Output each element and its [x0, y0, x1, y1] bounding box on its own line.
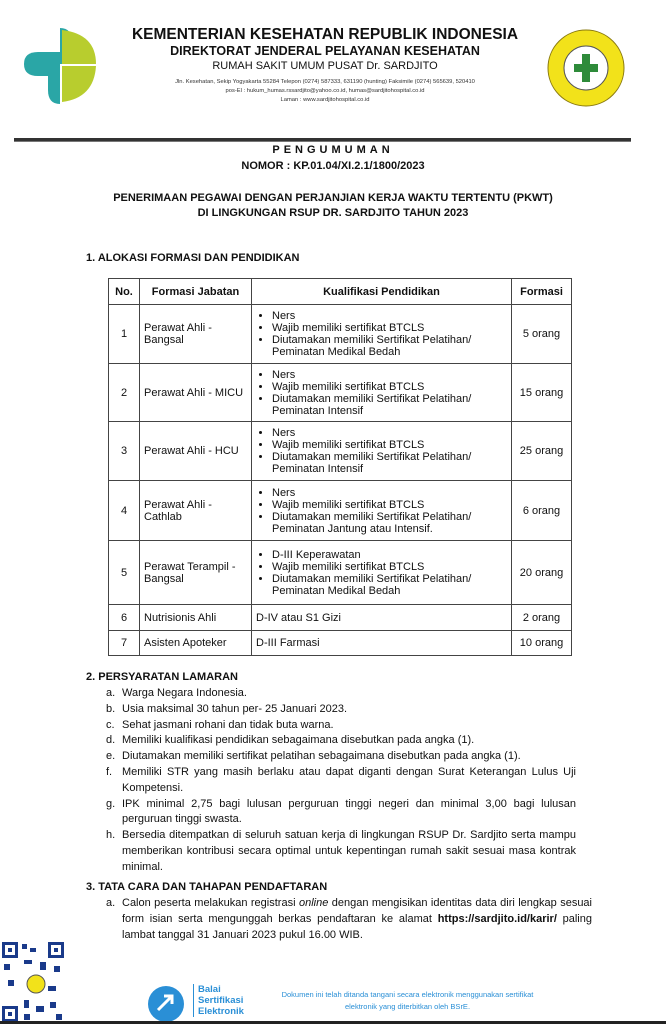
section-1-heading: 1. ALOKASI FORMASI DAN PENDIDIKAN	[86, 252, 300, 264]
esign-note-1: Dokumen ini telah ditanda tangani secara elektronik menggunakan sertifikat	[281, 990, 534, 999]
qualification-item: • Diutamakan memiliki Sertifikat Pelatihan/ Peminatan Intensif	[272, 393, 507, 417]
row-number: 2	[109, 364, 140, 422]
position-name: Perawat Ahli - MICU	[140, 364, 252, 422]
section-3-heading: 3. TATA CARA DAN TAHAPAN PENDAFTARAN	[86, 881, 328, 893]
subject-line-2: DI LINGKUNGAN RSUP DR. SARDJITO TAHUN 2023	[197, 207, 469, 219]
qualification-item: • Diutamakan memiliki Sertifikat Pelatihan/ Peminatan Medikal Bedah	[272, 573, 507, 597]
kemenkes-logo-icon	[20, 24, 100, 108]
qr-code-icon	[0, 940, 66, 1024]
subject-line-1: PENERIMAAN PEGAWAI DENGAN PERJANJIAN KERJA WAKTU TERTENTU (PKWT)	[113, 192, 553, 204]
qualification-item: • Wajib memiliki sertifikat BTCLS	[272, 322, 507, 334]
qualification-item: • Wajib memiliki sertifikat BTCLS	[272, 439, 507, 451]
qualification-text: D-IV atau S1 Gizi	[256, 611, 341, 624]
qualification-item: • Wajib memiliki sertifikat BTCLS	[272, 381, 507, 393]
qualification-cell	[252, 541, 512, 605]
requirement-item: g. IPK minimal 2,75 bagi lulusan perguruan tinggi negeri dan minimal 3,00 bagi lulusan perguruan tinggi swasta.	[106, 797, 576, 826]
qualification-item: • Ners	[272, 487, 507, 499]
formation-table	[108, 278, 572, 656]
requirement-item: b. Usia maksimal 30 tahun per- 25 Januari 2023.	[106, 702, 348, 715]
email: pos-El : hukum_humas.rssardjito@yahoo.co.id, humas@sardjitohospital.co.id	[225, 88, 425, 94]
career-link[interactable]: https://sardjito.id/karir/	[437, 912, 557, 925]
sardjito-seal-icon	[546, 28, 626, 108]
row-number: 7	[109, 631, 140, 656]
table-row	[109, 541, 572, 605]
requirements-list	[106, 686, 576, 876]
registration-item: a. Calon peserta melakukan registrasi online dengan mengisikan identitas data diri lengkap sesuai form isian serta mengunggah berkas pendaftaran ke alamat https://sardjito.id/karir/ paling lambat tanggal 31 Januari 2023 pukul 16.00 WIB.	[106, 897, 592, 941]
qualification-cell	[252, 364, 512, 422]
qualification-item: • D-III Keperawatan	[272, 549, 507, 561]
row-number: 3	[109, 422, 140, 481]
ministry-name: KEMENTERIAN KESEHATAN REPUBLIK INDONESIA	[131, 26, 519, 43]
table-row	[109, 364, 572, 422]
qualification-item: • Diutamakan memiliki Sertifikat Pelatihan/ Peminatan Jantung atau Intensif.	[272, 511, 507, 535]
website: Laman : www.sardjitohospital.co.id	[280, 97, 370, 103]
row-number: 1	[109, 305, 140, 364]
qualification-cell	[252, 305, 512, 364]
requirement-item: c. Sehat jasmani rohani dan tidak buta warna.	[106, 718, 334, 731]
directorate-name: DIREKTORAT JENDERAL PELAYANAN KESEHATAN	[170, 44, 480, 58]
position-name: Perawat Ahli - HCU	[140, 422, 252, 481]
formation-count: 25 orang	[512, 422, 572, 481]
qualification-text: D-III Farmasi	[256, 637, 320, 649]
qualification-cell	[252, 605, 512, 631]
col-qualification: Kualifikasi Pendidikan	[252, 279, 512, 305]
table-row	[109, 481, 572, 541]
position-name: Nutrisionis Ahli	[140, 605, 252, 631]
row-number: 5	[109, 541, 140, 605]
bsre-logo-text: Balai Sertifikasi Elektronik	[193, 984, 243, 1017]
formation-count: 10 orang	[512, 631, 572, 656]
announcement-title: PENGUMUMAN	[272, 144, 394, 156]
qualification-cell	[252, 481, 512, 541]
hospital-name: RUMAH SAKIT UMUM PUSAT Dr. SARDJITO	[212, 60, 438, 72]
position-name: Perawat Ahli - Bangsal	[140, 305, 252, 364]
row-number: 6	[109, 605, 140, 631]
requirement-item: h. Bersedia ditempatkan di seluruh satuan kerja di lingkungan RSUP Dr. Sardjito serta mampu memberikan kontribusi secara optimal untuk kepentingan rumah sakit sesuai masa kontrak minimal.	[106, 829, 576, 873]
qualification-item: • Ners	[272, 427, 507, 439]
position-name: Perawat Ahli - Cathlab	[140, 481, 252, 541]
requirement-item: d. Memiliki kualifikasi pendidikan sebagaimana disebutkan pada angka (1).	[106, 734, 475, 747]
table-row	[109, 605, 572, 631]
qualification-item: • Ners	[272, 369, 507, 381]
qualification-cell	[252, 631, 512, 656]
qualification-item: • Wajib memiliki sertifikat BTCLS	[272, 561, 507, 573]
esign-note-2: elektronik yang diterbitkan oleh BSrE.	[344, 1002, 471, 1011]
table-row	[109, 305, 572, 364]
col-no: No.	[109, 279, 140, 305]
col-position: Formasi Jabatan	[140, 279, 252, 305]
qualification-item: • Ners	[272, 310, 507, 322]
requirement-item: f. Memiliki STR yang masih berlaku atau dapat diganti dengan Surat Keterangan Lulus Uji Kompetensi.	[106, 765, 576, 794]
requirement-item: e. Diutamakan memiliki sertifikat pelatihan sebagaimana disebutkan pada angka (1).	[106, 750, 521, 763]
qualification-item: • Diutamakan memiliki Sertifikat Pelatihan/ Peminatan Medikal Bedah	[272, 334, 507, 358]
qualification-cell	[252, 422, 512, 481]
document-number: NOMOR : KP.01.04/XI.2.1/1800/2023	[241, 160, 425, 172]
formation-count: 6 orang	[512, 481, 572, 541]
address: Jln. Kesehatan, Sekip Yogyakarta 55284 Telepon (0274) 587333, 631190 (hunting) Faksimile (0274) 565639, 520410	[175, 79, 475, 85]
col-count: Formasi	[512, 279, 572, 305]
bsre-logo-icon	[146, 984, 186, 1024]
position-name: Asisten Apoteker	[140, 631, 252, 656]
header-divider	[14, 138, 631, 142]
requirement-item: a. Warga Negara Indonesia.	[106, 687, 247, 699]
formation-count: 20 orang	[512, 541, 572, 605]
row-number: 4	[109, 481, 140, 541]
qualification-item: • Diutamakan memiliki Sertifikat Pelatihan/ Peminatan Intensif	[272, 451, 507, 475]
formation-count: 2 orang	[512, 605, 572, 631]
section-2-heading: 2. PERSYARATAN LAMARAN	[86, 671, 238, 683]
table-row	[109, 422, 572, 481]
formation-count: 15 orang	[512, 364, 572, 422]
formation-count: 5 orang	[512, 305, 572, 364]
table-row	[109, 631, 572, 656]
position-name: Perawat Terampil - Bangsal	[140, 541, 252, 605]
qualification-item: • Wajib memiliki sertifikat BTCLS	[272, 499, 507, 511]
